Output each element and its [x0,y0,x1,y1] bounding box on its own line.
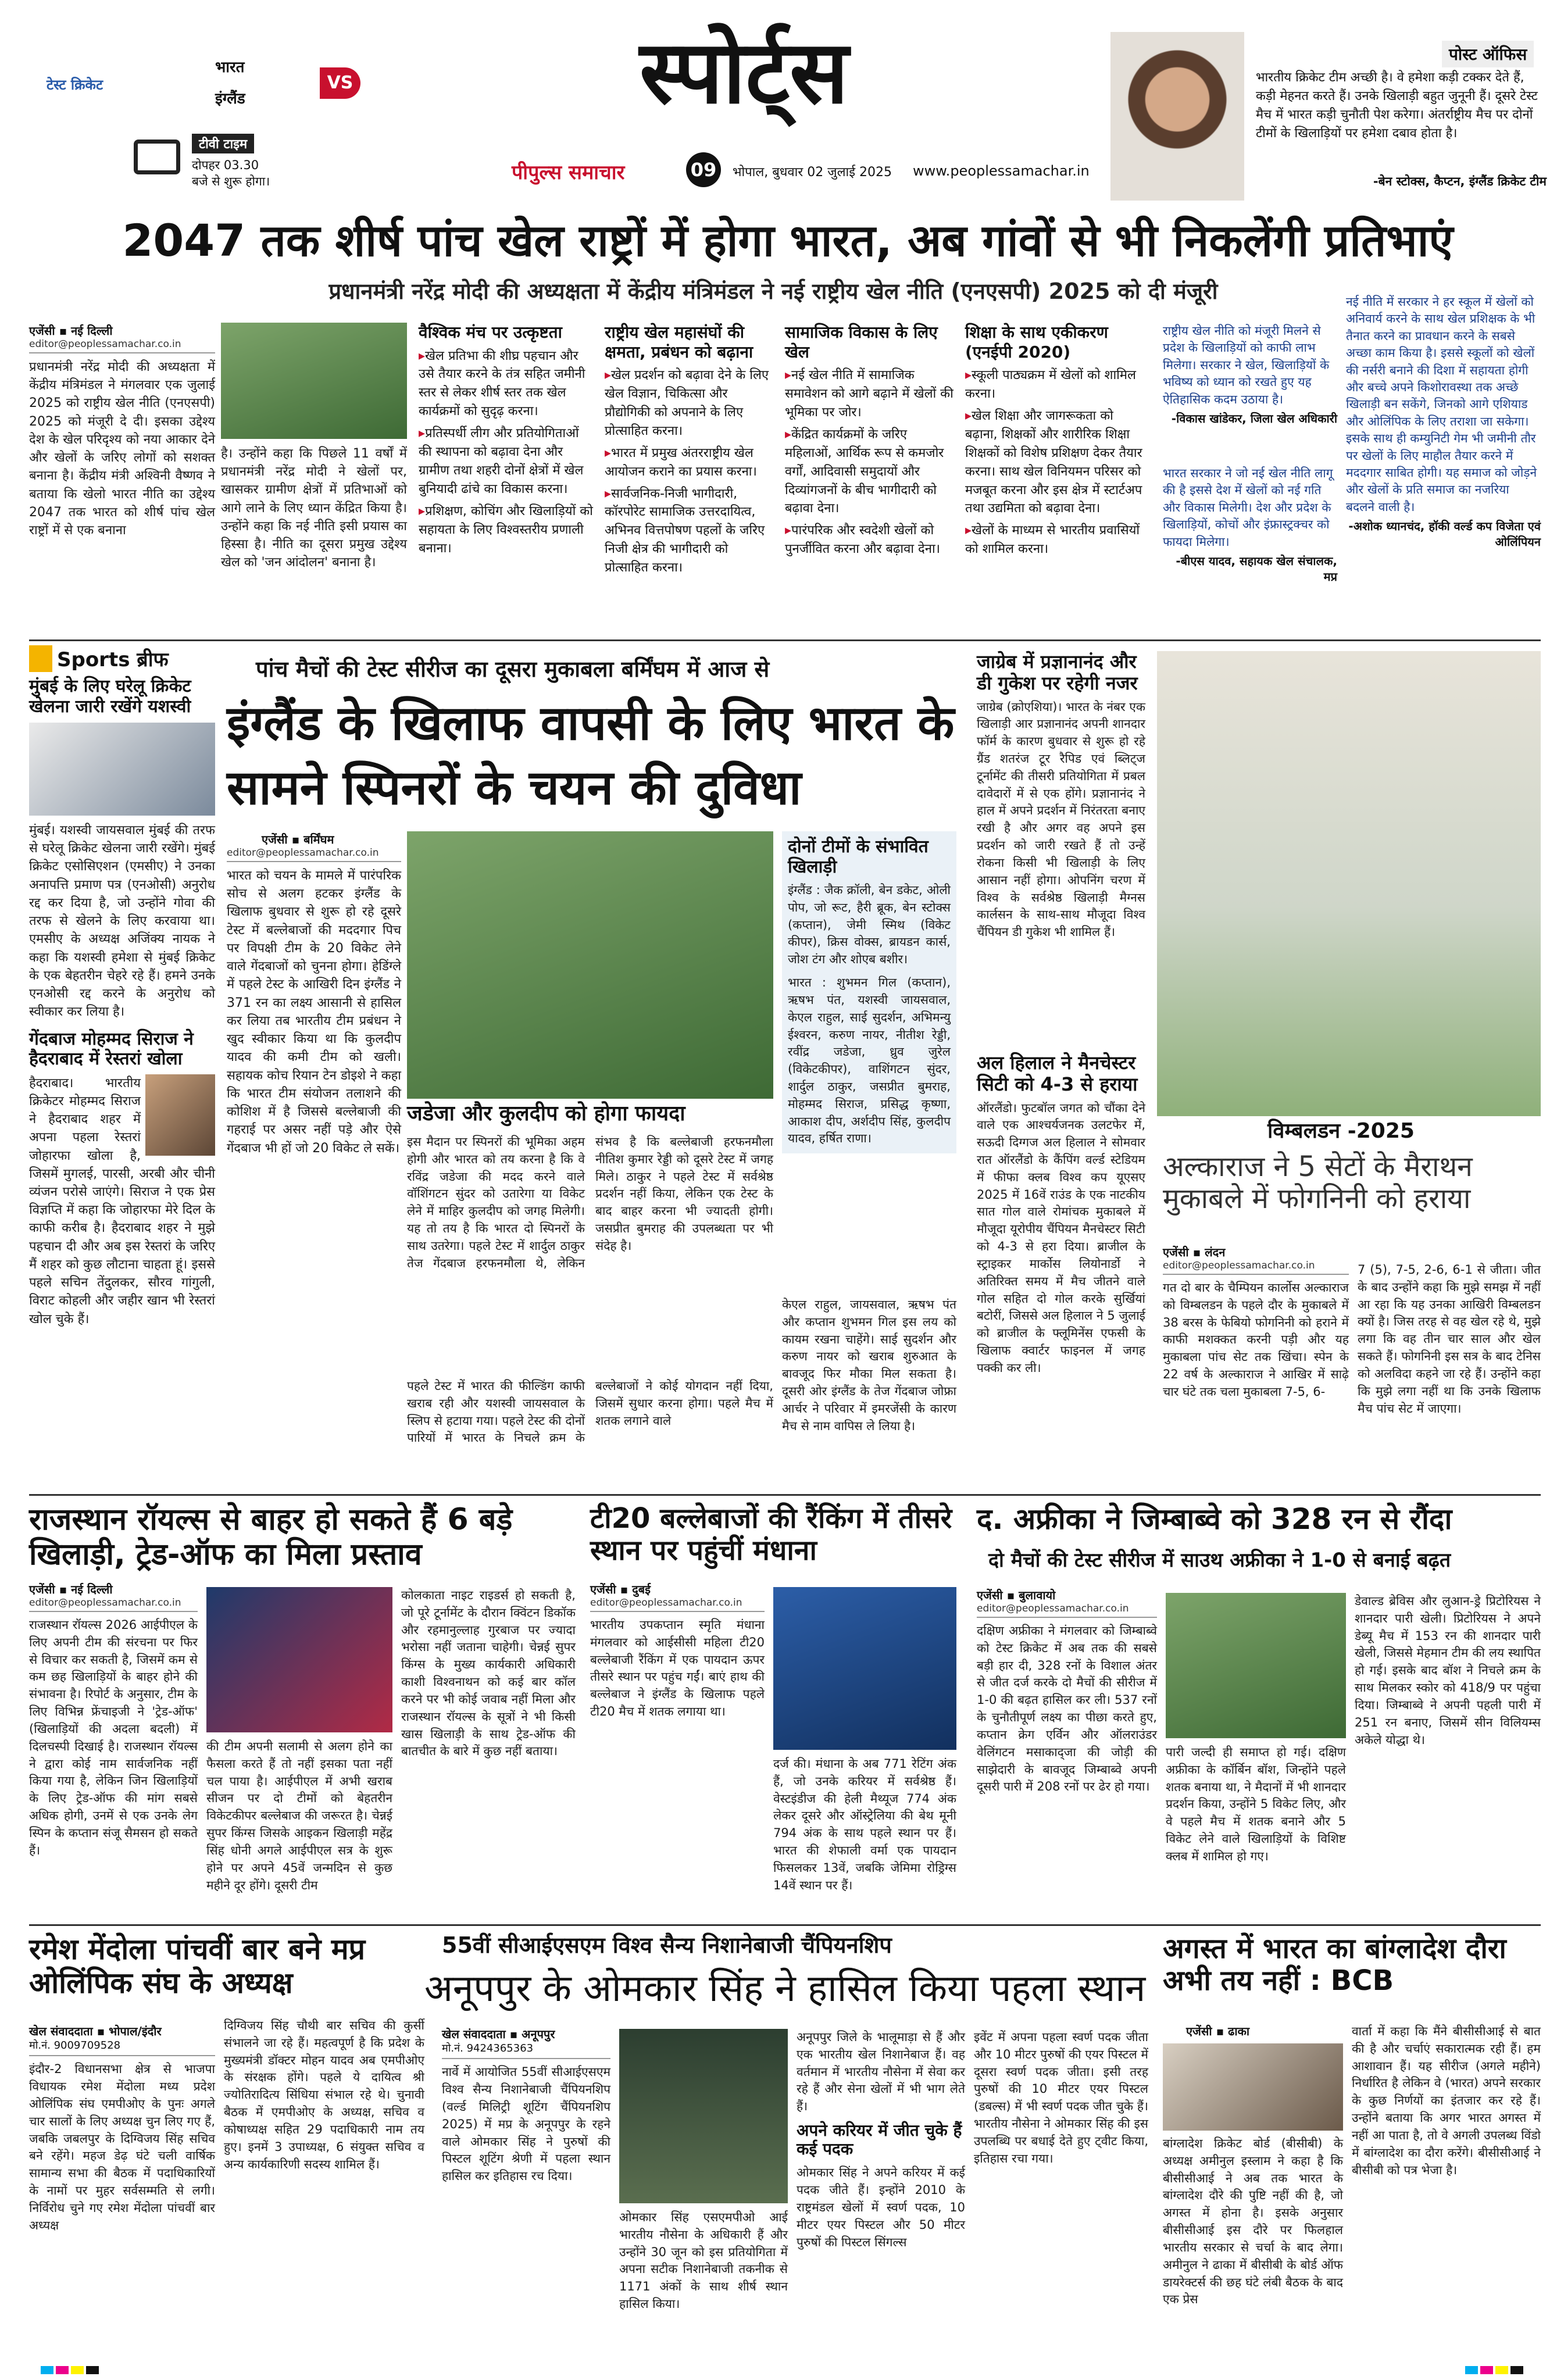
lead-col-3-list [785,366,954,559]
main-caption: जडेजा और कुलदीप को होगा फायदा [407,1102,685,1125]
chess-body: जाग्रेब (क्रोएशिया)। भारत के नंबर एक खिलाड़ी आर प्रज्ञानानंद अपनी शानदार फॉर्म के कारण बुधवार से शुरू हो रहे ग्रैंड शतरंज टूर रैपिड एवं ब्लिट्ज टूर्नामेंट की तीसरी प्रतियोगिता में प्रबल दावेदारों में से एक होंगे। प्रज्ञानानंद ने हाल में अपने प्रदर्शन में निरंतरता बनाए रखी है और अगर वह अपने इस प्रदर्शन को जारी रखते हैं तो उन्हें रोकना किसी भी खिलाड़ी के लिए आसान नहीं होगा। ओपनिंग चरण में विश्व के सर्वश्रेष्ठ खिलाड़ी मैग्नस कार्लसन के साथ-साथ मौजूदा विश्व चैंपियन डी गुकेश भी शामिल हैं। [977,699,1145,939]
mendola-body2: दिग्विजय सिंह चौथी बार सचिव की कुर्सी संभालने जा रहे हैं। महत्वपूर्ण है कि प्रदेश के मुख्यमंत्री डॉक्टर मोहन यादव अब एमपीओए के संरक्षक होंगे। पहले ये दायित्व श्री ज्योतिरादित्य सिंधिया संभाल रहे थे। चुनावी बैठक में एमपीओए के अध्यक्ष, सचिव व कोषाध्यक्ष सहित 29 पदाधिकारी नाम तय हुए। इनमें 3 उपाध्यक्ष, 6 संयुक्त सचिव व अन्य कार्यकारिणी सदस्य शामिल हैं। [224,2018,424,2171]
main-byline: एजेंसी ▪ बर्मिंघम [262,832,334,846]
lead-col-3-item: ▸ पारंपरिक और स्वदेशी खेलों को पुनर्जीवित करना और बढ़ावा देना। [785,521,954,559]
squads-box [782,831,956,1153]
sa-email: editor@peoplessamachar.co.in [977,1603,1157,1618]
lead-col-1-title: वैश्विक मंच पर उत्कृष्टता [419,323,562,342]
sa-subhead: दो मैचों की टेस्ट सीरीज में साउथ अफ्रीका ने 1-0 से बनाई बढ़त [988,1549,1451,1572]
teaser-label: टेस्ट क्रिकेट [47,77,103,93]
tennis-body1: गत दो बार के चैम्पियन कार्लोस अल्काराज को विम्बलडन के पहले दौर के मुकाबले में 38 बरस के फेबियो फोगनिनी को हराने में काफी मशक्कत करनी पड़ी और यह मुकाबला पांच सेट तक खिंचा। स्पेन के 22 वर्ष के अल्काराज ने आखिर में साढ़े चार घंटे तक चला मुकाबला 7-5, 6- [1163,1281,1349,1399]
quote-yadav [1163,465,1337,584]
mendola-col1 [29,2023,215,2234]
bcb-photo [1163,2043,1343,2131]
quote-dhyanchand [1346,294,1541,549]
quote-dhyanchand-text: नई नीति में सरकार ने हर स्कूल में खेलों को अनिवार्य करने के साथ खेल प्रशिक्षक के भी तैनात करने का प्रावधान करने के सबसे अच्छा काम किया है। इससे स्कूलों को खेलों की नर्सरी बनाने की दिशा में सहायता होगी और बच्चे अपने किशोरावस्था तक अच्छे खिलाड़ी बन सकेंगे, जिनको आगे एशियाड और ओलिंपिक के लिए तराशा जा सकेगा। इसके साथ ही कम्युनिटी गेम भी जमीनी तौर पर खेलों के लिए माहौल तैयार करने में मददगार साबित होगी। यह समाज को जोड़ने और खेलों के प्रति समाज का नजरिया बदलने वाली है। [1346,295,1537,514]
main-body1: भारत को चयन के मामले में पारंपरिक सोच से अलग हटकर इंग्लैंड के खिलाफ बुधवार से शुरू हो रहे दूसरे टेस्ट में बल्लेबाजों की मददगार पिच पर विपक्षी टीम के 20 विकेट लेने वाले गेंदबाजों को चुनना होगा। हेडिंग्ले में पहले टेस्ट के आखिरी दिन इंग्लैंड ने 371 रन का लक्ष्य आसानी से हासिल कर लिया तब भारतीय टीम प्रबंधन ने खुद स्वीकार किया था कि कुलदीप यादव की कमी टीम को खली। सहायक कोच रियान टेन डोइशे ने कहा कि भारत टीम संयोजन तलाशने की कोशिश में है जिससे बल्लेबाजी की गहराई पर असर नहीं पड़े और ऐसे गेंदबाज भी हों जो 20 विकेट ले सकें। [227,869,401,1156]
registration-mark [41,2366,53,2374]
tv-time: दोपहर 03.30 [192,158,259,172]
sports-brief [29,645,215,1482]
shooting-kicker: 55वीं सीआईएसएम विश्व सैन्य निशानेबाजी चैंपियनशिप [442,1932,892,1958]
lead-col-3-title: सामाजिक विकास के लिए खेल [785,323,938,362]
quote-khandekar-text: राष्ट्रीय खेल नीति को मंजूरी मिलने से प्रदेश के खिलाड़ियों को काफी लाभ मिलेगा। सरकार ने खेल, खिलाड़ियों के भविष्य को ध्यान को रखते हुए यह ऐतिहासिक कदम उठाया है। [1163,324,1330,406]
shooting-body1: नार्वे में आयोजित 55वीं सीआईएसएम विश्व सैन्य निशानेबाजी चैंपियनशिप (वर्ल्ड मिलिट्री शूटिंग चैंपियनशिप 2025) में मप्र के अनूपपुर के रहने वाले ओमकार सिंह ने पुरुषों की पिस्टल शूटिंग श्रेणी में पहला स्थान हासिल कर इतिहास रच दिया। [442,2065,610,2184]
lead-body2: है। उन्होंने कहा कि पिछले 11 वर्षों में प्रधानमंत्री नरेंद्र मोदी ने खेलों पर, खासकर ग्रामीण क्षेत्रों में प्रतिभाओं को आगे लाने के लिए ध्यान केंद्रित किया है। उन्होंने कहा कि नई नीति इसी प्रयास का हिस्सा है। नीति का दूसरा प्रमुख उद्देश्य खेल को 'जन आंदोलन' बनाना है। [221,446,407,570]
bcb-body1: बांग्लादेश क्रिकेट बोर्ड (बीसीबी) के अध्यक्ष अमीनुल इस्लाम ने कहा है कि बीसीसीआई ने अब तक भारत के बांग्लादेश दौरे की पुष्टि नहीं की है, जो अगस्त में होना है। इसके अनुसार बीसीसीआई इस दौरे पर फिलहाल भारतीय सरकार से चर्चा के बाद लेगा। अमीनुल ने ढाका में बीसीबी के बोर्ड ऑफ डायरेक्टर्स की छह घंटे लंबी बैठक के बाद एक प्रेस [1163,2136,1343,2307]
sa-body2: पारी जल्दी ही समाप्त हो गई। दक्षिण अफ्रीका के कॉर्बिन बॉश, जिन्होंने पहले शतक बनाया था, ने मैदानों में भी शानदार प्रदर्शन किया, उन्होंने 5 विकेट लिए, और वे पहले मैच में शतक बनाने और 5 विकेट लेने वाले खिलाड़ियों के विशिष्ट क्लब में शामिल हो गए। [1166,1745,1346,1863]
page-number-text: 09 [690,159,717,181]
lead-col-1-item: ▸ खेल प्रतिभा की शीघ्र पहचान और उसे तैयार करने के तंत्र सहित जमीनी स्तर से लेकर शीर्ष स्तर तक खेल कार्यक्रमों को सुदृढ़ करना। [419,347,593,421]
brief-headline2: गेंदबाज मोहम्मद सिराज ने हैदराबाद में रेस्तरां खोला [29,1028,194,1070]
football-story [977,1052,1145,1377]
team1: भारत [215,59,245,76]
sa-byline: एजेंसी ▪ बुलावायो [977,1588,1056,1602]
postoffice-text: भारतीय क्रिकेट टीम अच्छी है। वे हमेशा कड़ी टक्कर देते हैं, कड़ी मेहनत करते हैं। उनके खिलाड़ी बहुत जुनूनी हैं। दूसरे टेस्ट मैच में भारत कड़ी चुनौती पेश करेगा। अंतर्राष्ट्रीय मैच पर दोनों टीमों के खिलाड़ियों पर हमेशा दबाव होता है। [1256,70,1538,141]
brief-logo: Sports ब्रीफ [29,645,215,672]
divider [29,1494,1541,1496]
sa-col1 [977,1587,1157,1796]
sports-equipment-photo [221,323,407,439]
header [0,0,1557,201]
yashasvi-photo [29,723,215,816]
lead-col-2 [605,323,773,581]
shooting-col3 [797,2029,965,2252]
rajasthan-royals-photo [206,1587,392,1732]
lead-col-4-item: ▸ स्कूली पाठ्यक्रम में खेलों को शामिल करना। [965,366,1145,403]
mandhana-byline: एजेंसी ▪ दुबई [590,1582,651,1596]
lead-body-col1 [29,323,215,539]
shooting-byline: खेल संवाददाता ▪ अनूपपुर [442,2027,555,2041]
vs-text: VS [327,73,353,93]
tennis-headline: अल्काराज ने 5 सेटों के मैराथन मुकाबले में फोगनिनी को हराया [1163,1150,1473,1216]
shooting-col1 [442,2026,610,2185]
page-number [686,152,721,187]
registration-mark [1510,2366,1523,2374]
tv-icon [134,140,180,174]
shooting-body4: ओमकार सिंह ने अपने करियर में कई पदक जीते हैं। इन्होंने 2010 के राष्ट्रमंडल खेलों में स्वर्ण पदक, 10 मीटर एयर पिस्टल और 50 मीटर पुरुषों की पिस्टल सिंगल्स [797,2165,965,2249]
lead-col-3-item: ▸ नई खेल नीति में सामाजिक समावेशन को आगे बढ़ाने में खेलों की भूमिका पर जोर। [785,366,954,422]
registration-mark [1465,2366,1478,2374]
mandhana-col1 [590,1581,765,1721]
mandhana-email: editor@peoplessamachar.co.in [590,1597,765,1612]
mandhana-photo [773,1587,956,1750]
lead-col-4-item: ▸ खेल शिक्षा और जागरूकता को बढ़ाना, शिक्षकों और शारीरिक शिक्षा शिक्षकों को विशेष प्रशिक्षण देकर तैयार करना। साथ खेल विनियमन परिसर को मजबूत करना और इस क्षेत्र में स्टार्टअप तथा उद्यमिता को बढ़ावा देना। [965,407,1145,518]
lead-col-4-title: शिक्षा के साथ एकीकरण (एनईपी 2020) [965,323,1108,362]
rr-col1 [29,1581,198,1859]
lead-col-2-item: ▸ सार्वजनिक-निजी भागीदारी, कॉरपोरेट सामाजिक उत्तरदायित्व, अभिनव वित्तपोषण पहलों के जरिए निजी क्षेत्र की भागीदारी को प्रोत्साहित करना। [605,485,773,577]
masthead: स्पोर्ट्स [640,22,849,123]
tv-label: टीवी टाइम [192,134,254,153]
divider [29,1924,1541,1926]
divider [29,639,1541,641]
postoffice-attr: -बेन स्टोक्स, कैप्टन, इंग्लैंड क्रिकेट टीम [1373,174,1547,188]
main-headline: इंग्लैंड के खिलाफ वापसी के लिए भारत के सामने स्पिनरों के चयन की दुविधा [227,696,955,816]
bcb-col1 [1163,2023,1343,2308]
quote-khandekar [1163,323,1337,426]
mandhana-body1: भारतीय उपकप्तान स्मृति मंधाना मंगलवार को आईसीसी महिला टी20 बल्लेबाजी रैंकिंग में एक पायदान ऊपर तीसरे स्थान पर पहुंच गईं। बाएं हाथ की बल्लेबाज ने इंग्लैंड के खिलाफ पहले टी20 मैच में शतक लगाया था। [590,1618,765,1719]
ben-stokes-photo [1110,32,1244,201]
rr-headline: राजस्थान रॉयल्स से बाहर हो सकते हैं 6 बड़े खिलाड़ी, ट्रेड-ऑफ का मिला प्रस्ताव [29,1502,513,1572]
main-kicker: पांच मैचों की टेस्ट सीरीज का दूसरा मुकाबला बर्मिंघम में आज से [256,656,770,682]
shooting-body5: इवेंट में अपना पहला स्वर्ण पदक जीता और 10 मीटर पुरुषों की एयर पिस्टल में दूसरा स्वर्ण पदक जीता। इसी तरह पुरुषों की 10 मीटर एयर पिस्टल (डबल्स) में भी स्वर्ण पदक जीत चुके हैं। भारतीय नौसेना ने ओमकार सिंह की इस उपलब्धि पर बधाई देते हुए ट्वीट किया, इतिहास रचा गया। [974,2030,1148,2165]
chess-story [977,651,1145,941]
lead-col-4-list [965,366,1145,559]
siraj-photo [145,1074,215,1156]
bumrah-gill-photo [407,831,773,1099]
lead-headline: 2047 तक शीर्ष पांच खेल राष्ट्रों में होगा भारत, अब गांवों से भी निकलेंगी प्रतिभाएं [122,215,1454,266]
bcb-byline: एजेंसी ▪ ढाका [1186,2024,1250,2038]
registration-mark [1495,2366,1508,2374]
website[interactable]: www.peoplessamachar.in [913,163,1090,179]
lead-columns [419,323,1151,637]
lead-col-3-item: ▸ केंद्रित कार्यक्रमों के जरिए महिलाओं, आर्थिक रूप से कमजोर वर्गों, आदिवासी समुदायों और दिव्यांगजनों के बीच भागीदारी को बढ़ावा देना। [785,426,954,518]
lead-col-2-list [605,366,773,577]
rr-body1: राजस्थान रॉयल्स 2026 आईपीएल के लिए अपनी टीम की संरचना पर फिर से विचार कर सकती है, जिसमें कम से कम छह खिलाड़ियों के बाहर होने की संभावना है। रिपोर्ट के अनुसार, टीम के लिए विभिन्न फ्रेंचाइजी ने 'ट्रेड-ऑफ' (खिलाड़ियों की अदला बदली) में दिलचस्पी दिखाई है। राजस्थान रॉयल्स ने द्वारा कोई नाम सार्वजनिक नहीं किया गया है, लेकिन जिन खिलाड़ियों के लिए ट्रेड-ऑफ की मांग सबसे अधिक होगी, उनमें से एक उनके लेग स्पिन के कप्तान संजू सैमसन हो सकते हैं। [29,1618,198,1857]
rr-body2: की टीम अपनी सलामी से अलग होने का फैसला करते हैं तो नहीं इसका पता नहीं चल पाया है। आईपीएल में अभी खराब सीजन पर दो टीमों को बेहतरीन विकेटकीपर बल्लेबाज की जरूरत है। चेन्नई सुपर किंग्स जिसके आइकन खिलाड़ी महेंद्र सिंह धोनी अगले आईपीएल सत्र के शुरू होने पर अपने 45वें जन्मदिन से कुछ महीने दूर होंगे। दूसरी टीम [206,1739,392,1892]
rr-email: editor@peoplessamachar.co.in [29,1597,198,1612]
tennis-byline: एजेंसी ▪ लंदन [1163,1245,1226,1259]
lead-col-4 [965,323,1145,562]
dateline: भोपाल, बुधवार 02 जुलाई 2025 [733,165,892,180]
squads-title: दोनों टीमों के संभावित खिलाड़ी [788,837,929,877]
omkar-singh-photo [619,2029,788,2203]
team2: इंग्लैंड [215,90,245,108]
brief-headline1: मुंबई के लिए घरेलू क्रिकेट खेलना जारी रखेंगे यशस्वी [29,676,191,717]
tv-note: बजे से शुरू होगा। [192,174,270,188]
lead-email: editor@peoplessamachar.co.in [29,338,215,353]
lead-col-2-item: ▸ भारत में प्रमुख अंतरराष्ट्रीय खेल आयोजन कराने का प्रयास करना। [605,444,773,481]
lead-col-1-list [419,347,593,558]
mendola-byline: खेल संवाददाता ▪ भोपाल/इंदौर [29,2024,162,2038]
main-body2: पहले टेस्ट में भारत की फील्डिंग काफी खराब रही और यशस्वी जायसवाल के स्लिप से हटाया गया। पहले टेस्ट की दोनों पारियों में भारत के निचले क्रम के बल्लेबाजों ने कोई योगदान नहीं दिया, जिसमें सुधार करना होगा। पहले मैच में शतक लगाने वाले [407,1379,773,1445]
shooting-phone: मो.नं. 9424365363 [442,2042,610,2059]
vs-badge [320,67,360,99]
registration-mark [86,2366,99,2374]
lead-col-2-title: राष्ट्रीय खेल महासंघों की क्षमता, प्रबंधन को बढ़ाना [605,323,753,362]
tennis-col1 [1163,1244,1349,1401]
bcb-headline: अगस्त में भारत का बांग्लादेश दौरा अभी तय नहीं : BCB [1163,1932,1506,1997]
rr-byline: एजेंसी ▪ नई दिल्ली [29,1582,113,1596]
main-body3: केएल राहुल, जायसवाल, ऋषभ पंत और कप्तान शुभमन गिल इस लय को कायम रखना चाहेंगे। साई सुदर्शन और करुण नायर को खराब शुरुआत के बावजूद फिर मौका मिल सकता है। दूसरी ओर इंग्लैंड के तेज गेंदबाज जोफ्रा आर्चर ने परिवार में इमरजेंसी के कारण मैच से नाम वापिस ले लिया है। [782,1298,956,1433]
lead-byline: एजेंसी ▪ नई दिल्ली [29,324,113,338]
shooting-body2: ओमकार सिंह एसएमपीओ आई भारतीय नौसेना के अधिकारी हैं और उन्होंने 30 जून को इस प्रतियोगिता में अपना सटीक निशानेबाजी तकनीक से 1171 अंकों के साथ शीर्ष स्थान हासिल किया। [619,2210,788,2311]
bcb-body2: वार्ता में कहा कि मैंने बीसीसीआई से बात की है और चर्चाएं सकारात्मक रही हैं। हम आशावान हैं। यह सीरीज (अगले महीने) निर्धारित है लेकिन वे (भारत) अपने सरकार के कुछ निर्णयों का इंतजार कर रहे हैं। उन्होंने बताया कि अगर भारत अगस्त में नहीं आ पाता है, तो वे अगली उपलब्ध विंडो में बांग्लादेश का दौरा करेंगे। बीसीसीआई ने बीसीबी को पत्र भेजा है। [1352,2024,1541,2177]
registration-mark [71,2366,84,2374]
lead-col-4-item: ▸ खेलों के माध्यम से भारतीय प्रवासियों को शामिल करना। [965,521,1145,559]
football-body: ऑरलैंडो। फुटबॉल जगत को चौंका देने वाले एक आश्चर्यजनक उलटफेर में, सऊदी दिग्गज अल हिलाल ने सोमवार रात ऑरलैंडो के कैंपिंग वर्ल्ड स्टेडियम में फीफा क्लब विश्व कप यूएसए 2025 में 16वें राउंड के एक नाटकीय सात गोल वाले रोमांचक मुकाबले में मौजूदा यूरोपीय चैंपियन मैनचेस्टर सिटी को 4-3 से हरा दिया। ब्राजील के स्ट्राइकर मार्कोस लियोनार्डो ने अतिरिक्त समय में मैच जीतने वाले गोल सहित दो गोल करके सुर्खियां बटोरीं, जिससे अल हिलाल ने 5 जुलाई को ब्राजील के फ्लूमिनेंस एफसी के खिलाफ क्वार्टर फाइनल में जगह पक्की कर ली। [977,1100,1145,1375]
shooting-body3: अनूपपुर जिले के भालूमाड़ा से हैं और एक भारतीय खेल निशानेबाज हैं। वह वर्तमान में भारतीय नौसेना में सेवा कर रहे हैं और सेना खेलों में भी भाग लेते हैं। [797,2030,965,2114]
chess-headline: जाग्रेब में प्रज्ञानानंद और डी गुकेश पर रहेगी नजर [977,651,1138,694]
shooting-sub: अपने करियर में जीत चुके हैं कई पदक [797,2121,962,2159]
lead-col-3 [785,323,954,562]
paper-name: पीपुल्स समाचार [512,161,625,184]
quote-yadav-attr: -बीएस यादव, सहायक खेल संचालक, मप्र [1176,553,1337,584]
lead-col-1-item: ▸ प्रतिस्पर्धी लीग और प्रतियोगिताओं की स्थापना को बढ़ावा देना और ग्रामीण तथा शहरी दोनों क्षेत्रों में खेल बुनियादी ढांचे का विकास करना। [419,424,593,499]
squad-england: इंग्लैंड : जैक क्रॉली, बेन डकेट, ओली पोप, जो रूट, हैरी ब्रूक, बेन स्टोक्स (कप्तान), जेमी स्मिथ (विकेट कीपर), क्रिस वोक्स, ब्रायडन कार्स, जोश टंग और शोएब बशीर। [788,883,951,967]
sa-team-photo [1166,1593,1346,1738]
mendola-body1: इंदौर-2 विधानसभा क्षेत्र से भाजपा विधायक रमेश मेंदोला मध्य प्रदेश ओलिंपिक संघ एमपीओए के पुनः अगले चार सालों के लिए अध्यक्ष चुन लिए गए हैं, जबकि जबलपुर के दिग्विजय सिंह सचिव बने रहेंगे। महज डेढ़ घंटे चली वार्षिक सामान्य सभा की बैठक में पदाधिकारियों के नामों पर मुहर सर्वसम्मति से लगी। निर्विरोध चुने गए रमेश मेंदोला पांचवीं बार अध्यक्ष [29,2062,215,2232]
lead-subhead: प्रधानमंत्री नरेंद्र मोदी की अध्यक्षता में केंद्रीय मंत्रिमंडल ने नई राष्ट्रीय खेल नीति (एनएसपी) 2025 को दी मंजूरी [328,278,1218,304]
rr-body3: कोलकाता नाइट राइडर्स हो सकती है, जो पूरे टूर्नामेंट के दौरान क्विंटन डिकॉक और रहमानुल्लाह गुरबाज पर ज्यादा भरोसा नहीं जताना चाहेगी। चेन्नई सुपर किंग्स के मुख्य कार्यकारी अधिकारी काशी विश्वनाथन को कई बार कॉल करने पर भी कोई जवाब नहीं मिला और राजस्थान रॉयल्स के सूत्रों ने भी किसी खास खिलाड़ी के साथ ट्रेड-ऑफ की बातचीत के बारे में कुछ नहीं बताया। [401,1588,576,1759]
quote-dhyanchand-attr: -अशोक ध्यानचंद, हॉकी वर्ल्ड कप विजेता एवं ओलिंपियन [1348,519,1541,549]
mendola-phone: मो.नं. 9009709528 [29,2039,215,2056]
lead-col-2-item: ▸ खेल प्रदर्शन को बढ़ावा देने के लिए खेल विज्ञान, चिकित्सा और प्रौद्योगिकी को अपनाने के लिए प्रोत्साहित करना। [605,366,773,441]
match-teaser [41,52,401,192]
tennis-email: editor@peoplessamachar.co.in [1163,1260,1349,1275]
lead-col-1-item: ▸ प्रशिक्षण, कोचिंग और खिलाड़ियों को सहायता के लिए विश्वस्तरीय प्रणाली बनाना। [419,502,593,558]
brief-body1: मुंबई। यशस्वी जायसवाल मुंबई की तरफ से घरेलू क्रिकेट खेलना जारी रखेंगे। मुंबई क्रिकेट एसोसिएशन (एमसीए) ने उनका अनापत्ति प्रमाण पत्र (एनओसी) अनुरोध रद्द कर दिया है, जो उन्होंने गोवा की तरफ से खेलने के लिए करवाया था। एमसीए के अध्यक्ष अजिंक्य नायक ने कहा कि यशस्वी हमेशा से मुंबई क्रिकेट के एक बेहतरीन चेहरे रहे हैं। हमने उनके एनओसी रद्द करने के अनुरोध को स्वीकार कर लिया है। [29,823,215,1020]
postoffice-label: पोस्ट ऑफिस [1442,41,1534,67]
lead-col-1 [419,323,593,561]
sa-headline: द. अफ्रीका ने जिम्बाब्वे को 328 रन से रौंदा [977,1502,1452,1536]
main-caption-body: इस मैदान पर स्पिनरों की भूमिका अहम होगी और भारत को तय करना है कि वे रविंद्र जडेजा की मदद करने वाले वॉशिंगटन सुंदर को उतारेगा या विकेट लेने में माहिर कुलदीप को जगह मिलेगी। यह तो तय है कि भारत दो स्पिनरों के साथ उतरेगा। पहले टेस्ट में शार्दुल ठाकुर तेज गेंदबाज हरफनमौला थे, लेकिन संभव है कि बल्लेबाजी हरफनमौला नीतिश कुमार रेड्डी को दूसरे टेस्ट में जगह मिले। ठाकुर ने पहले टेस्ट में सर्वश्रेष्ठ प्रदर्शन नहीं किया, लेकिन एक टेस्ट के बाद बाहर करना भी ज्यादती होगी। जसप्रीत बुमराह की उपलब्धता पर भी संदेह है। [407,1135,773,1270]
main-email: editor@peoplessamachar.co.in [227,847,401,862]
mendola-headline: रमेश मेंदोला पांचवीं बार बने मप्र ओलिंपिक संघ के अध्यक्ष [29,1932,366,2000]
squad-india: भारत : शुभमन गिल (कप्तान), ऋषभ पंत, यशस्वी जायसवाल, केएल राहुल, साई सुदर्शन, अभिमन्यु ईश्वरन, करुण नायर, नीतीश रेड्डी, रवींद्र जडेजा, ध्रुव जुरेल (विकेटकीपर), वाशिंगटन सुंदर, शार्दुल ठाकुर, जसप्रीत बुमराह, मोहम्मद सिराज, प्रसिद्ध कृष्णा, आकाश दीप, अर्शदीप सिंह, कुलदीप यादव, हर्षित राणा। [788,975,951,1146]
alcaraz-photo [1157,651,1541,1116]
sa-body3: डेवाल्ड ब्रेविस और लुआन-ड्रे प्रिटोरियस ने शानदार पारी खेली। प्रिटोरियस ने अपने डेब्यू मैच में 153 रन की शानदार पारी खेली, जिससे मेहमान टीम की लय स्थापित हो गई। इसके बाद बॉश ने निचले क्रम के साथ मिलकर स्कोर को 418/9 पर पहुंचा दिया। जिम्बाब्वे ने अपनी पहली पारी में 251 रन बनाए, जिसमें सीन विलियम्स अकेले योद्धा थे। [1355,1594,1541,1747]
football-headline: अल हिलाल ने मैनचेस्टर सिटी को 4-3 से हराया [977,1052,1138,1095]
mandhana-headline: टी20 बल्लेबाजों की रैंकिंग में तीसरे स्थान पर पहुंचीं मंधाना [590,1502,952,1567]
shooting-headline: अनूपपुर के ओमकार सिंह ने हासिल किया पहला स्थान [424,1967,1146,2010]
tennis-body2: 7 (5), 7-5, 2-6, 6-1 से जीता। जीत के बाद उन्होंने कहा कि मुझे समझ में नहीं आ रहा कि यह उनका आखिरी विम्बलडन क्यों है। जिस तरह से वह खेल रहे थे, मुझे लगा कि वह तीन चार साल और खेल सकते हैं। फोगनिनी इस सत्र के बाद टेनिस को अलविदा कहने जा रहे हैं। उन्होंने कहा कि मुझे लगा नहीं था कि उनके खिलाफ मैच पांच सेट में जाएगा। [1358,1263,1541,1416]
main-col1 [227,831,401,1157]
mandhana-body2: दर्ज की। मंधाना के अब 771 रेटिंग अंक हैं, जो उनके करियर में सर्वश्रेष्ठ हैं। वेस्टइंडीज की हेली मैथ्यूज 774 अंक लेकर दूसरे और ऑस्ट्रेलिया की बेथ मूनी 794 अंक के साथ पहले स्थान पर हैं। भारत की शेफाली वर्मा एक पायदान फिसलकर 13वें, जबकि जेमिमा रोड्रिग्स 14वें स्थान पर हैं। [773,1757,956,1892]
brief-body2: हैदराबाद। भारतीय क्रिकेटर मोहम्मद सिराज ने हैदराबाद शहर में अपना पहला रेस्तरां जोहारफा खोला है, जिसमें मुगलई, पारसी, अरबी और चीनी व्यंजन परोसे जाएंगे। सिराज ने एक प्रेस विज्ञप्ति में कहा कि जोहारफा मेरे दिल के काफी करीब है। हैदराबाद शहर ने मुझे पहचान दी और अब इस रेस्तरां के जरिए मैं शहर को कुछ लौटाना चाहता हूं। इससे पहले सचिन तेंदुलकर, सौरव गांगुली, विराट कोहली और जहीर खान भी रेस्तरां खोल चुके हैं। [29,1075,215,1327]
lead-body1: प्रधानमंत्री नरेंद्र मोदी की अध्यक्षता में केंद्रीय मंत्रिमंडल ने मंगलवार एक जुलाई 2025 को राष्ट्रीय खेल नीति (एनएसपी) 2025 को मंजूरी दे दी। इसका उद्देश्य देश के खेल परिदृश्य को नया आकार देने और खेलों के जरिए लोगों को सशक्त बनाना है। केंद्रीय मंत्री अश्विनी वैष्णव ने बताया कि खेलो भारत नीति का उद्देश्य 2047 तक भारत को शीर्ष पांच खेल राष्ट्रों में से एक बनाना [29,360,215,538]
quote-khandekar-attr: -विकास खांडेकर, जिला खेल अधिकारी [1171,411,1337,426]
sa-body1: दक्षिण अफ्रीका ने मंगलवार को जिम्बाब्वे को टेस्ट क्रिकेट में अब तक की सबसे बड़ी हार दी, 328 रनों के विशाल अंतर से जीत दर्ज करके दो मैचों की सीरीज में 1-0 की बढ़त हासिल कर ली। 537 रनों के चुनौतीपूर्ण लक्ष्य का पीछा करते हुए, कप्तान क्रेग एर्विन और ऑलराउंडर वेलिंगटन मसाकाद्जा की जोड़ी की साझेदारी के बावजूद जिम्बाब्वे अपनी दूसरी पारी में 208 रनों पर ढेर हो गया। [977,1624,1157,1794]
registration-mark [1480,2366,1493,2374]
quote-yadav-text: भारत सरकार ने जो नई खेल नीति लागू की है इससे देश में खेलों को नई गति और विकास मिलेगी। देश और प्रदेश के खिलाड़ियों, कोचों और इंफ्रास्ट्रक्चर को फायदा मिलेगा। [1163,466,1333,549]
tennis-label: विम्बलडन -2025 [1267,1119,1415,1143]
registration-mark [56,2366,69,2374]
